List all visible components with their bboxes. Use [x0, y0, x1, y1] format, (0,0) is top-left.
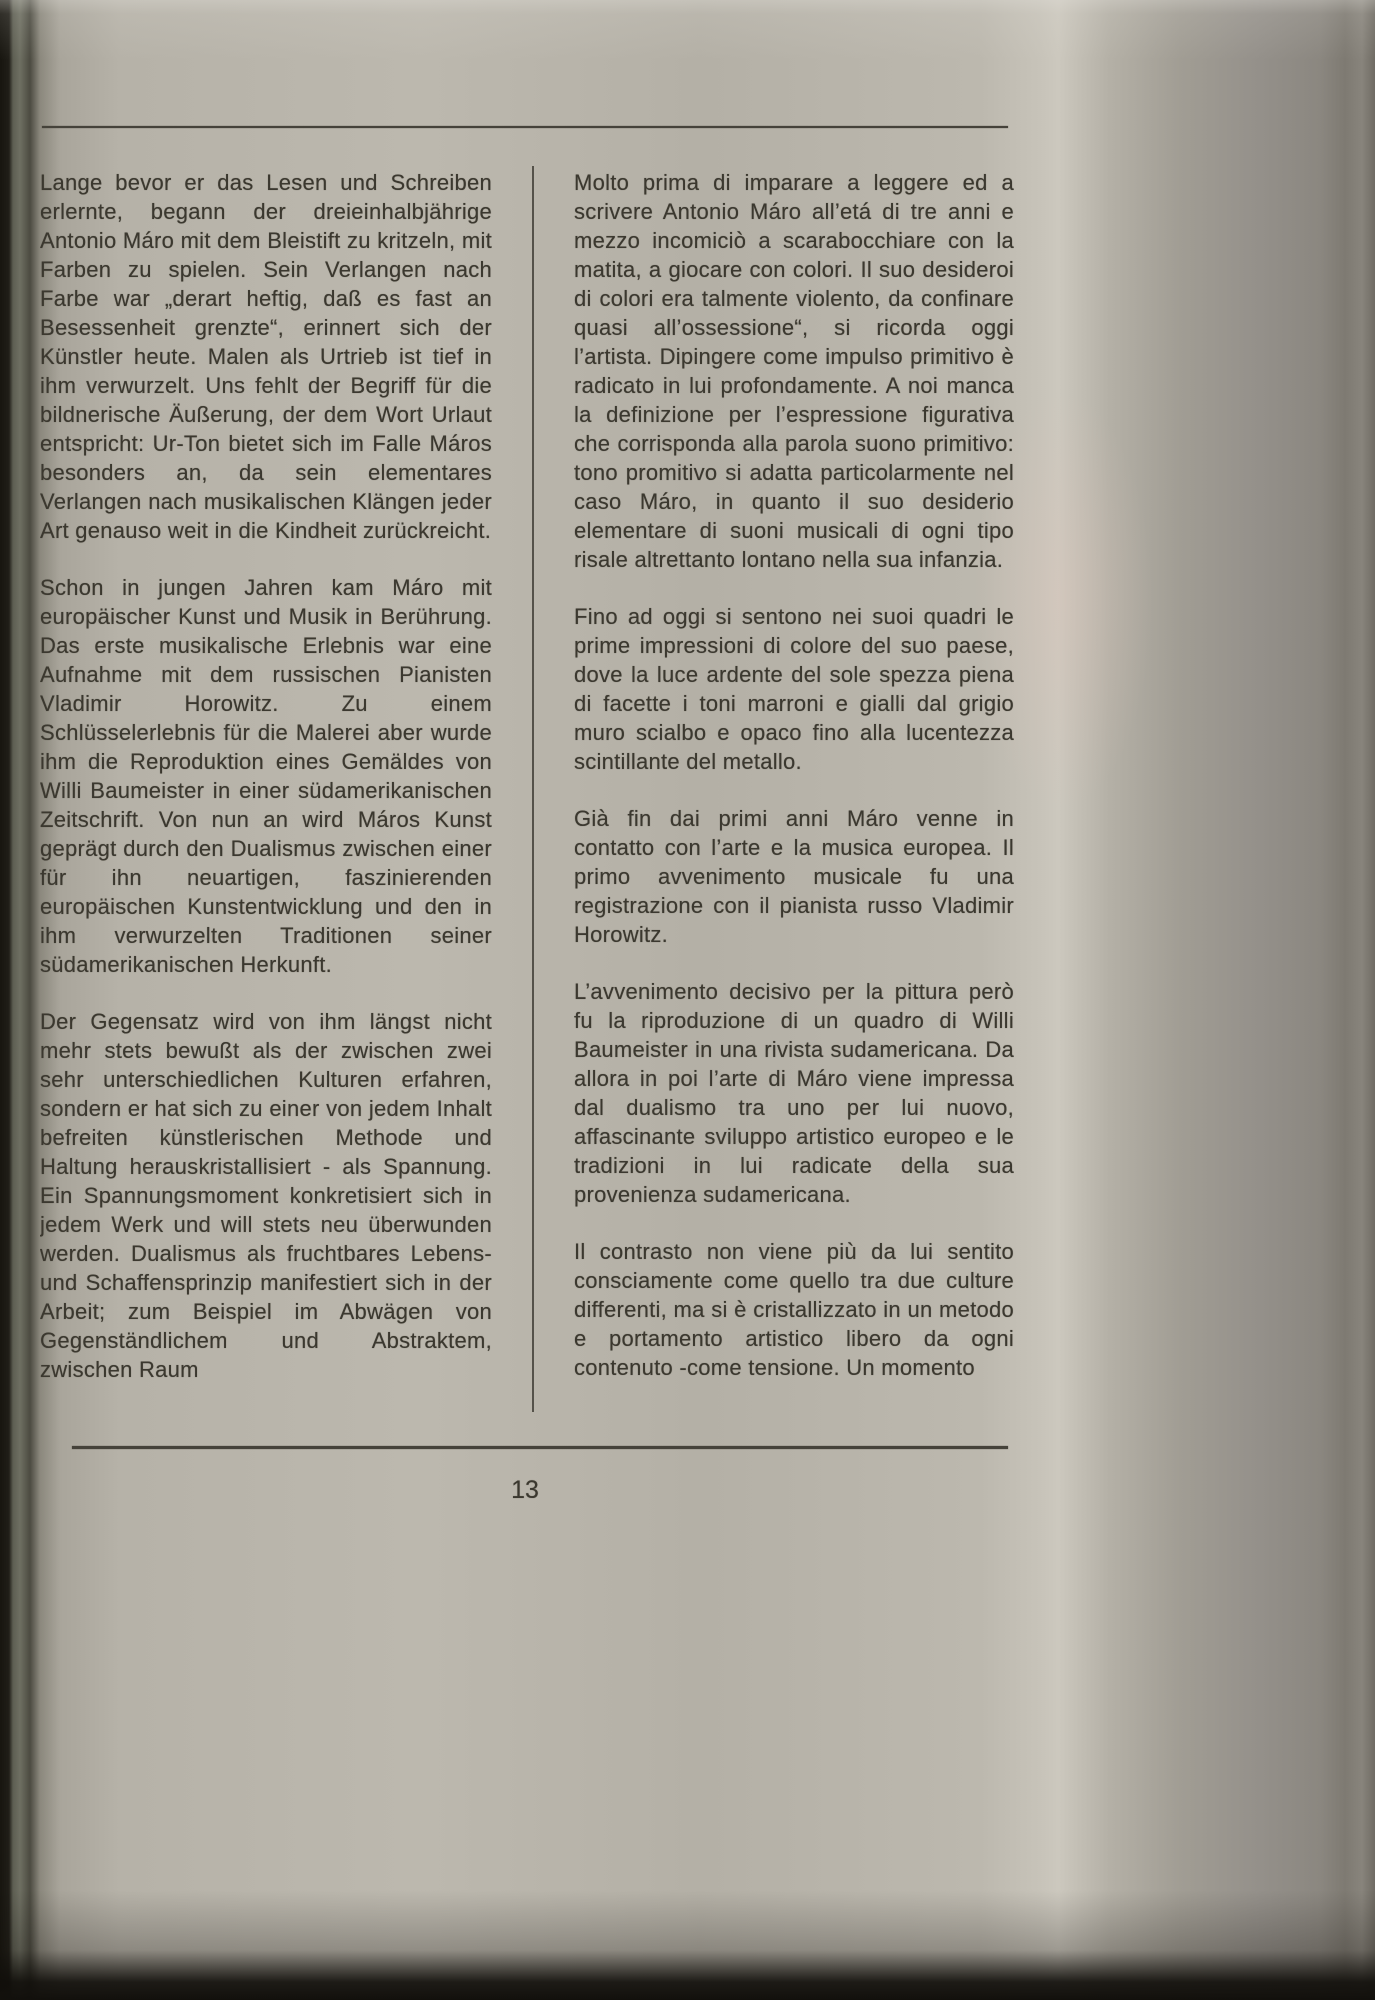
paragraph-italian-1: Molto prima di imparare a leggere ed a scrivere Antonio Máro all’etá di tre anni e mezzo incomiciò a scarabocchiare con la matita, a giocare con colori. Il suo desideroi di colori era talmente violento, da confinare quasi all’ossessione“, si ricorda oggi l’artista. Dipingere come impulso primitivo è radicato in lui profondamente. A noi manca la definizione per l’espressione figurativa che corrisponda alla parola suono primitivo: tono promitivo si adatta particolarmente nel caso Máro, in quanto il suo desiderio elementare di suoni musicali di ogni tipo risale altrettanto lontano nella sua infanzia.: [574, 170, 1014, 572]
top-rule: [42, 126, 1008, 128]
column-divider: [532, 166, 534, 1412]
paragraph-italian-2: Fino ad oggi si sentono nei suoi quadri le prime impressioni di colore del suo paese, dove la luce ardente del sole spezza piena di facette i toni marroni e gialli dal grigio muro scialbo e opaco fino alla lucentezza scintillante del metallo.: [574, 604, 1014, 774]
italian-text-column: [574, 168, 1014, 1430]
bottom-rule: [72, 1446, 1008, 1449]
paragraph-italian-5: Il contrasto non viene più da lui sentito consciamente come quello tra due culture differenti, ma si è cristallizzato in un metodo e portamento artistico libero da ogni contenuto -come tensione. Un momento: [574, 1239, 1014, 1380]
paragraph-german-2: Schon in jungen Jahren kam Máro mit europäischer Kunst und Musik in Berührung. Das erste musikalische Erlebnis war eine Aufnahme mit dem russischen Pianisten Vladimir Horowitz. Zu einem Schlüsselerlebnis für die Malerei aber wurde ihm die Reproduktion eines Gemäldes von Willi Baumeister in einer südamerikanischen Zeitschrift. Von nun an wird Máros Kunst geprägt durch den Dualismus zwischen einer für ihn neuartigen, faszinierenden europäischen Kunstentwicklung und den in ihm verwurzelten Traditionen seiner südamerikanischen Herkunft.: [40, 575, 492, 977]
page-number: 13: [511, 1476, 539, 1504]
paragraph-german-1: Lange bevor er das Lesen und Schreiben erlernte, begann der dreieinhalbjährige Antonio Máro mit dem Bleistift zu kritzeln, mit Farben zu spielen. Sein Verlangen nach Farbe war „derart heftig, daß es fast an Besessenheit grenzte“, erinnert sich der Künstler heute. Malen als Urtrieb ist tief in ihm verwurzelt. Uns fehlt der Begriff für die bildnerische Äußerung, der dem Wort Urlaut entspricht: Ur-Ton bietet sich im Falle Máros besonders an, da sein elementares Verlangen nach musikalischen Klängen jeder Art genauso weit in die Kindheit zurückreicht.: [40, 170, 492, 543]
paragraph-italian-3: Già fin dai primi anni Máro venne in contatto con l’arte e la musica europea. Il primo avvenimento musicale fu una registrazione con il pianista russo Vladimir Horowitz.: [574, 806, 1014, 947]
paragraph-german-3: Der Gegensatz wird von ihm längst nicht mehr stets bewußt als der zwischen zwei sehr unterschiedlichen Kulturen erfahren, sondern er hat sich zu einer von jedem Inhalt befreiten künstlerischen Methode und Haltung herauskristallisiert - als Spannung. Ein Spannungsmoment konkretisiert sich in jedem Werk und will stets neu überwunden werden. Dualismus als fruchtbares Lebens- und Schaffensprinzip manifestiert sich in der Arbeit; zum Beispiel im Abwägen von Gegenständlichem und Abstraktem, zwischen Raum: [40, 1009, 492, 1382]
paragraph-italian-4: L’avvenimento decisivo per la pittura però fu la riproduzione di un quadro di Willi Baumeister in una rivista sudamericana. Da allora in poi l’arte di Máro viene impressa dal dualismo tra uno per lui nuovo, affascinante sviluppo artistico europeo e le tradizioni in lui radicate della sua provenienza sudamericana.: [574, 979, 1014, 1207]
german-text-column: [40, 168, 492, 1424]
